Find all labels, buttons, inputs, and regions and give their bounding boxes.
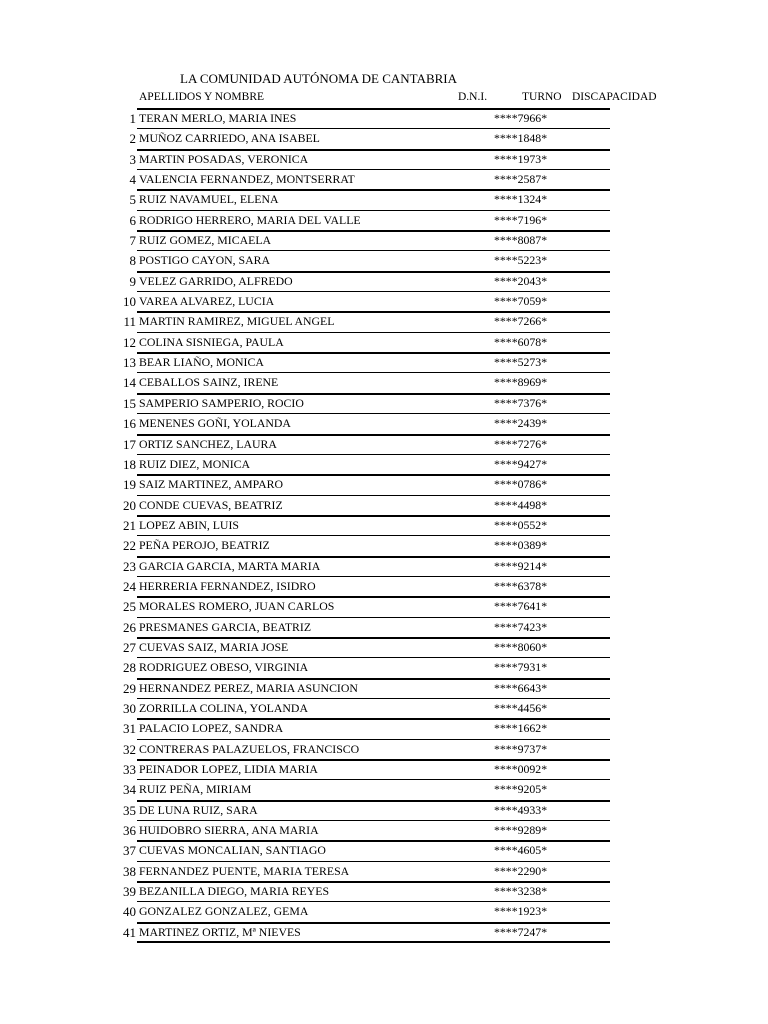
- header-turno: TURNO: [522, 91, 562, 103]
- row-name: CONTRERAS PALAZUELOS, FRANCISCO: [139, 741, 360, 756]
- row-name: VELEZ GARRIDO, ALFREDO: [139, 273, 293, 288]
- row-name: SAIZ MARTINEZ, AMPARO: [139, 477, 284, 492]
- row-dni: ****2043*: [494, 273, 548, 288]
- table-row: [0, 413, 768, 433]
- row-number: 20: [123, 497, 136, 513]
- table-row: [0, 535, 768, 555]
- row-number: 32: [123, 741, 136, 757]
- table-row: [0, 861, 768, 881]
- row-divider: [137, 820, 610, 821]
- row-divider: [137, 352, 610, 354]
- row-number: 4: [129, 172, 136, 188]
- table-row: [0, 495, 768, 515]
- row-dni: ****7276*: [494, 436, 548, 451]
- row-divider: [137, 393, 610, 395]
- row-name: PALACIO LOPEZ, SANDRA: [139, 721, 284, 736]
- row-name: CEBALLOS SAINZ, IRENE: [139, 375, 279, 390]
- row-dni: ****2587*: [494, 172, 548, 187]
- table-row: [0, 352, 768, 372]
- row-dni: ****7247*: [494, 924, 548, 939]
- table-row: [0, 922, 768, 942]
- table-row: [0, 657, 768, 677]
- table-row: [0, 820, 768, 840]
- table-row: [0, 617, 768, 637]
- row-number: 11: [123, 314, 136, 330]
- row-number: 15: [123, 395, 136, 411]
- row-name: SAMPERIO SAMPERIO, ROCIO: [139, 395, 304, 410]
- row-name: CONDE CUEVAS, BEATRIZ: [139, 497, 283, 512]
- row-name: RUIZ DIEZ, MONICA: [139, 456, 251, 471]
- row-divider: [137, 515, 610, 517]
- row-dni: ****5273*: [494, 355, 548, 370]
- row-number: 6: [129, 212, 136, 228]
- row-name: BEAR LIAÑO, MONICA: [139, 355, 264, 370]
- row-number: 17: [123, 436, 136, 452]
- row-name: POSTIGO CAYON, SARA: [139, 253, 270, 268]
- row-dni: ****9214*: [494, 558, 548, 573]
- row-dni: ****7196*: [494, 212, 548, 227]
- row-number: 37: [123, 843, 136, 859]
- row-name: BEZANILLA DIEGO, MARIA REYES: [139, 884, 330, 899]
- table-row: [0, 718, 768, 738]
- document-title: LA COMUNIDAD AUTÓNOMA DE CANTABRIA: [180, 71, 458, 86]
- row-divider: [137, 250, 610, 251]
- table-row: [0, 291, 768, 311]
- row-dni: ****4933*: [494, 802, 548, 817]
- row-dni: ****6378*: [494, 578, 548, 593]
- row-number: 7: [129, 233, 136, 249]
- row-name: MENENES GOÑI, YOLANDA: [139, 416, 291, 431]
- row-name: CUEVAS SAIZ, MARIA JOSE: [139, 639, 289, 654]
- row-divider: [137, 698, 610, 699]
- row-name: MARTIN POSADAS, VERONICA: [139, 151, 309, 166]
- row-dni: ****6643*: [494, 680, 548, 695]
- row-name: HERNANDEZ PEREZ, MARIA ASUNCION: [139, 680, 358, 695]
- row-divider: [137, 596, 610, 598]
- table-row: [0, 637, 768, 657]
- row-name: FERNANDEZ PUENTE, MARIA TERESA: [139, 863, 350, 878]
- row-divider: [137, 800, 610, 802]
- row-number: 25: [123, 599, 136, 615]
- row-divider: [137, 169, 610, 170]
- row-number: 5: [129, 192, 136, 208]
- row-divider: [137, 332, 610, 333]
- row-number: 18: [123, 456, 136, 472]
- table-row: [0, 515, 768, 535]
- row-divider: [137, 922, 610, 924]
- row-divider: [137, 474, 610, 476]
- row-number: 30: [123, 700, 136, 716]
- row-divider: [137, 637, 610, 639]
- row-number: 9: [129, 273, 136, 289]
- row-divider: [137, 718, 610, 720]
- row-divider: [137, 189, 610, 191]
- row-number: 10: [123, 294, 136, 310]
- row-dni: ****5223*: [494, 253, 548, 268]
- row-number: 3: [129, 151, 136, 167]
- table-row: [0, 759, 768, 779]
- row-name: HUIDOBRO SIERRA, ANA MARIA: [139, 823, 319, 838]
- table-row: [0, 881, 768, 901]
- row-divider: [137, 556, 610, 558]
- table-row: [0, 372, 768, 392]
- row-divider: [137, 108, 610, 110]
- row-number: 41: [123, 924, 136, 940]
- row-divider: [137, 535, 610, 536]
- row-divider: [137, 454, 610, 455]
- table-row: [0, 393, 768, 413]
- row-number: 12: [123, 334, 136, 350]
- row-number: 27: [123, 639, 136, 655]
- row-dni: ****4456*: [494, 700, 548, 715]
- row-divider: [137, 678, 610, 680]
- table-row: [0, 169, 768, 189]
- row-dni: ****9205*: [494, 782, 548, 797]
- row-name: RODRIGUEZ OBESO, VIRGINIA: [139, 660, 309, 675]
- row-dni: ****8969*: [494, 375, 548, 390]
- row-dni: ****7059*: [494, 294, 548, 309]
- row-divider: [137, 230, 610, 232]
- table-row: [0, 556, 768, 576]
- row-divider: [137, 434, 610, 436]
- table-row: [0, 108, 768, 128]
- row-number: 34: [123, 782, 136, 798]
- row-dni: ****1848*: [494, 131, 548, 146]
- header-name: APELLIDOS Y NOMBRE: [139, 91, 265, 103]
- row-name: MARTIN RAMIREZ, MIGUEL ANGEL: [139, 314, 335, 329]
- row-name: VAREA ALVAREZ, LUCIA: [139, 294, 275, 309]
- table-row: [0, 901, 768, 921]
- row-number: 23: [123, 558, 136, 574]
- row-name: MORALES ROMERO, JUAN CARLOS: [139, 599, 335, 614]
- row-name: TERAN MERLO, MARIA INES: [139, 111, 297, 125]
- row-number: 31: [123, 721, 136, 737]
- row-divider: [137, 372, 610, 373]
- row-divider: [137, 210, 610, 211]
- row-number: 26: [123, 619, 136, 635]
- row-number: 14: [123, 375, 136, 391]
- table-row: [0, 779, 768, 799]
- row-dni: ****1324*: [494, 192, 548, 207]
- row-number: 2: [129, 131, 136, 147]
- row-divider: [137, 840, 610, 842]
- table-row: [0, 250, 768, 270]
- row-dni: ****7641*: [494, 599, 548, 614]
- table-row: [0, 434, 768, 454]
- row-number: 38: [123, 863, 136, 879]
- row-dni: ****6078*: [494, 334, 548, 349]
- row-number: 19: [123, 477, 136, 493]
- table-row: [0, 576, 768, 596]
- row-number: 39: [123, 884, 136, 900]
- header-dni: D.N.I.: [458, 91, 488, 103]
- row-number: 28: [123, 660, 136, 676]
- row-name: VALENCIA FERNANDEZ, MONTSERRAT: [139, 172, 355, 187]
- row-dni: ****4498*: [494, 497, 548, 512]
- header-discapacidad: DISCAPACIDAD: [572, 91, 657, 103]
- row-divider: [137, 413, 610, 414]
- table-row: [0, 230, 768, 250]
- row-dni: ****0092*: [494, 762, 548, 776]
- row-name: PEINADOR LOPEZ, LIDIA MARIA: [139, 762, 318, 776]
- row-name: GONZALEZ GONZALEZ, GEMA: [139, 904, 309, 919]
- row-divider: [137, 576, 610, 577]
- row-divider: [137, 311, 610, 313]
- row-name: RUIZ PEÑA, MIRIAM: [139, 782, 252, 797]
- row-number: 33: [123, 762, 136, 777]
- row-divider: [137, 271, 610, 273]
- row-dni: ****8060*: [494, 639, 548, 654]
- row-dni: ****1973*: [494, 151, 548, 166]
- row-name: PEÑA PEROJO, BEATRIZ: [139, 538, 270, 553]
- row-dni: ****2290*: [494, 863, 548, 878]
- row-dni: ****7966*: [494, 111, 548, 125]
- row-name: PRESMANES GARCIA, BEATRIZ: [139, 619, 312, 634]
- table-row: [0, 596, 768, 616]
- table-row: [0, 332, 768, 352]
- table-row: [0, 189, 768, 209]
- row-dni: ****0389*: [494, 538, 548, 553]
- row-dni: ****0552*: [494, 517, 548, 532]
- row-name: RODRIGO HERRERO, MARIA DEL VALLE: [139, 212, 361, 227]
- row-dni: ****9737*: [494, 741, 548, 756]
- row-divider: [137, 901, 610, 902]
- row-number: 40: [123, 904, 136, 920]
- row-name: ORTIZ SANCHEZ, LAURA: [139, 436, 277, 451]
- table-row: [0, 840, 768, 860]
- row-name: MUÑOZ CARRIEDO, ANA ISABEL: [139, 131, 320, 146]
- row-dni: ****1662*: [494, 721, 548, 736]
- table-row: [0, 128, 768, 148]
- table-row: [0, 149, 768, 169]
- table-row: [0, 474, 768, 494]
- row-number: 16: [123, 416, 136, 432]
- row-dni: ****2439*: [494, 416, 548, 431]
- row-number: 29: [123, 680, 136, 696]
- row-name: HERRERIA FERNANDEZ, ISIDRO: [139, 578, 316, 593]
- row-dni: ****0786*: [494, 477, 548, 492]
- row-number: 21: [123, 517, 136, 533]
- row-name: ZORRILLA COLINA, YOLANDA: [139, 700, 308, 715]
- table-row: [0, 678, 768, 698]
- table-row: [0, 739, 768, 759]
- table-row: [0, 311, 768, 331]
- row-dni: ****1923*: [494, 904, 548, 919]
- row-divider: [137, 759, 610, 761]
- row-dni: ****7376*: [494, 395, 548, 410]
- row-dni: ****4605*: [494, 843, 548, 858]
- row-number: 35: [123, 802, 136, 818]
- table-row: [0, 800, 768, 820]
- row-number: 24: [123, 578, 136, 594]
- row-dni: ****7423*: [494, 619, 548, 634]
- row-name: RUIZ GOMEZ, MICAELA: [139, 233, 272, 248]
- row-number: 36: [123, 823, 136, 839]
- row-name: GARCIA GARCIA, MARTA MARIA: [139, 558, 321, 573]
- candidate-table: [0, 108, 768, 942]
- row-dni: ****7266*: [494, 314, 548, 329]
- row-divider: [137, 291, 610, 292]
- row-divider: [137, 881, 610, 883]
- row-name: MARTINEZ ORTIZ, Mª NIEVES: [139, 924, 301, 939]
- row-dni: ****7931*: [494, 660, 548, 675]
- row-divider: [137, 657, 610, 658]
- row-name: RUIZ NAVAMUEL, ELENA: [139, 192, 279, 207]
- row-divider: [137, 495, 610, 496]
- table-row: [0, 698, 768, 718]
- row-name: DE LUNA RUIZ, SARA: [139, 802, 258, 817]
- row-number: 1: [129, 111, 136, 126]
- row-number: 8: [129, 253, 136, 269]
- row-divider: [137, 861, 610, 862]
- row-name: COLINA SISNIEGA, PAULA: [139, 334, 284, 349]
- row-divider: [137, 739, 610, 740]
- row-dni: ****3238*: [494, 884, 548, 899]
- row-number: 22: [123, 538, 136, 554]
- row-divider: [137, 128, 610, 129]
- table-row: [0, 210, 768, 230]
- row-divider: [137, 149, 610, 151]
- row-dni: ****9289*: [494, 823, 548, 838]
- row-number: 13: [123, 355, 136, 371]
- row-name: CUEVAS MONCALIAN, SANTIAGO: [139, 843, 326, 858]
- row-divider: [137, 617, 610, 618]
- row-dni: ****9427*: [494, 456, 548, 471]
- table-bottom-rule: [137, 941, 610, 943]
- row-dni: ****8087*: [494, 233, 548, 248]
- table-header: [0, 91, 768, 107]
- row-divider: [137, 779, 610, 780]
- table-row: [0, 454, 768, 474]
- row-name: LOPEZ ABIN, LUIS: [139, 517, 239, 532]
- table-row: [0, 271, 768, 291]
